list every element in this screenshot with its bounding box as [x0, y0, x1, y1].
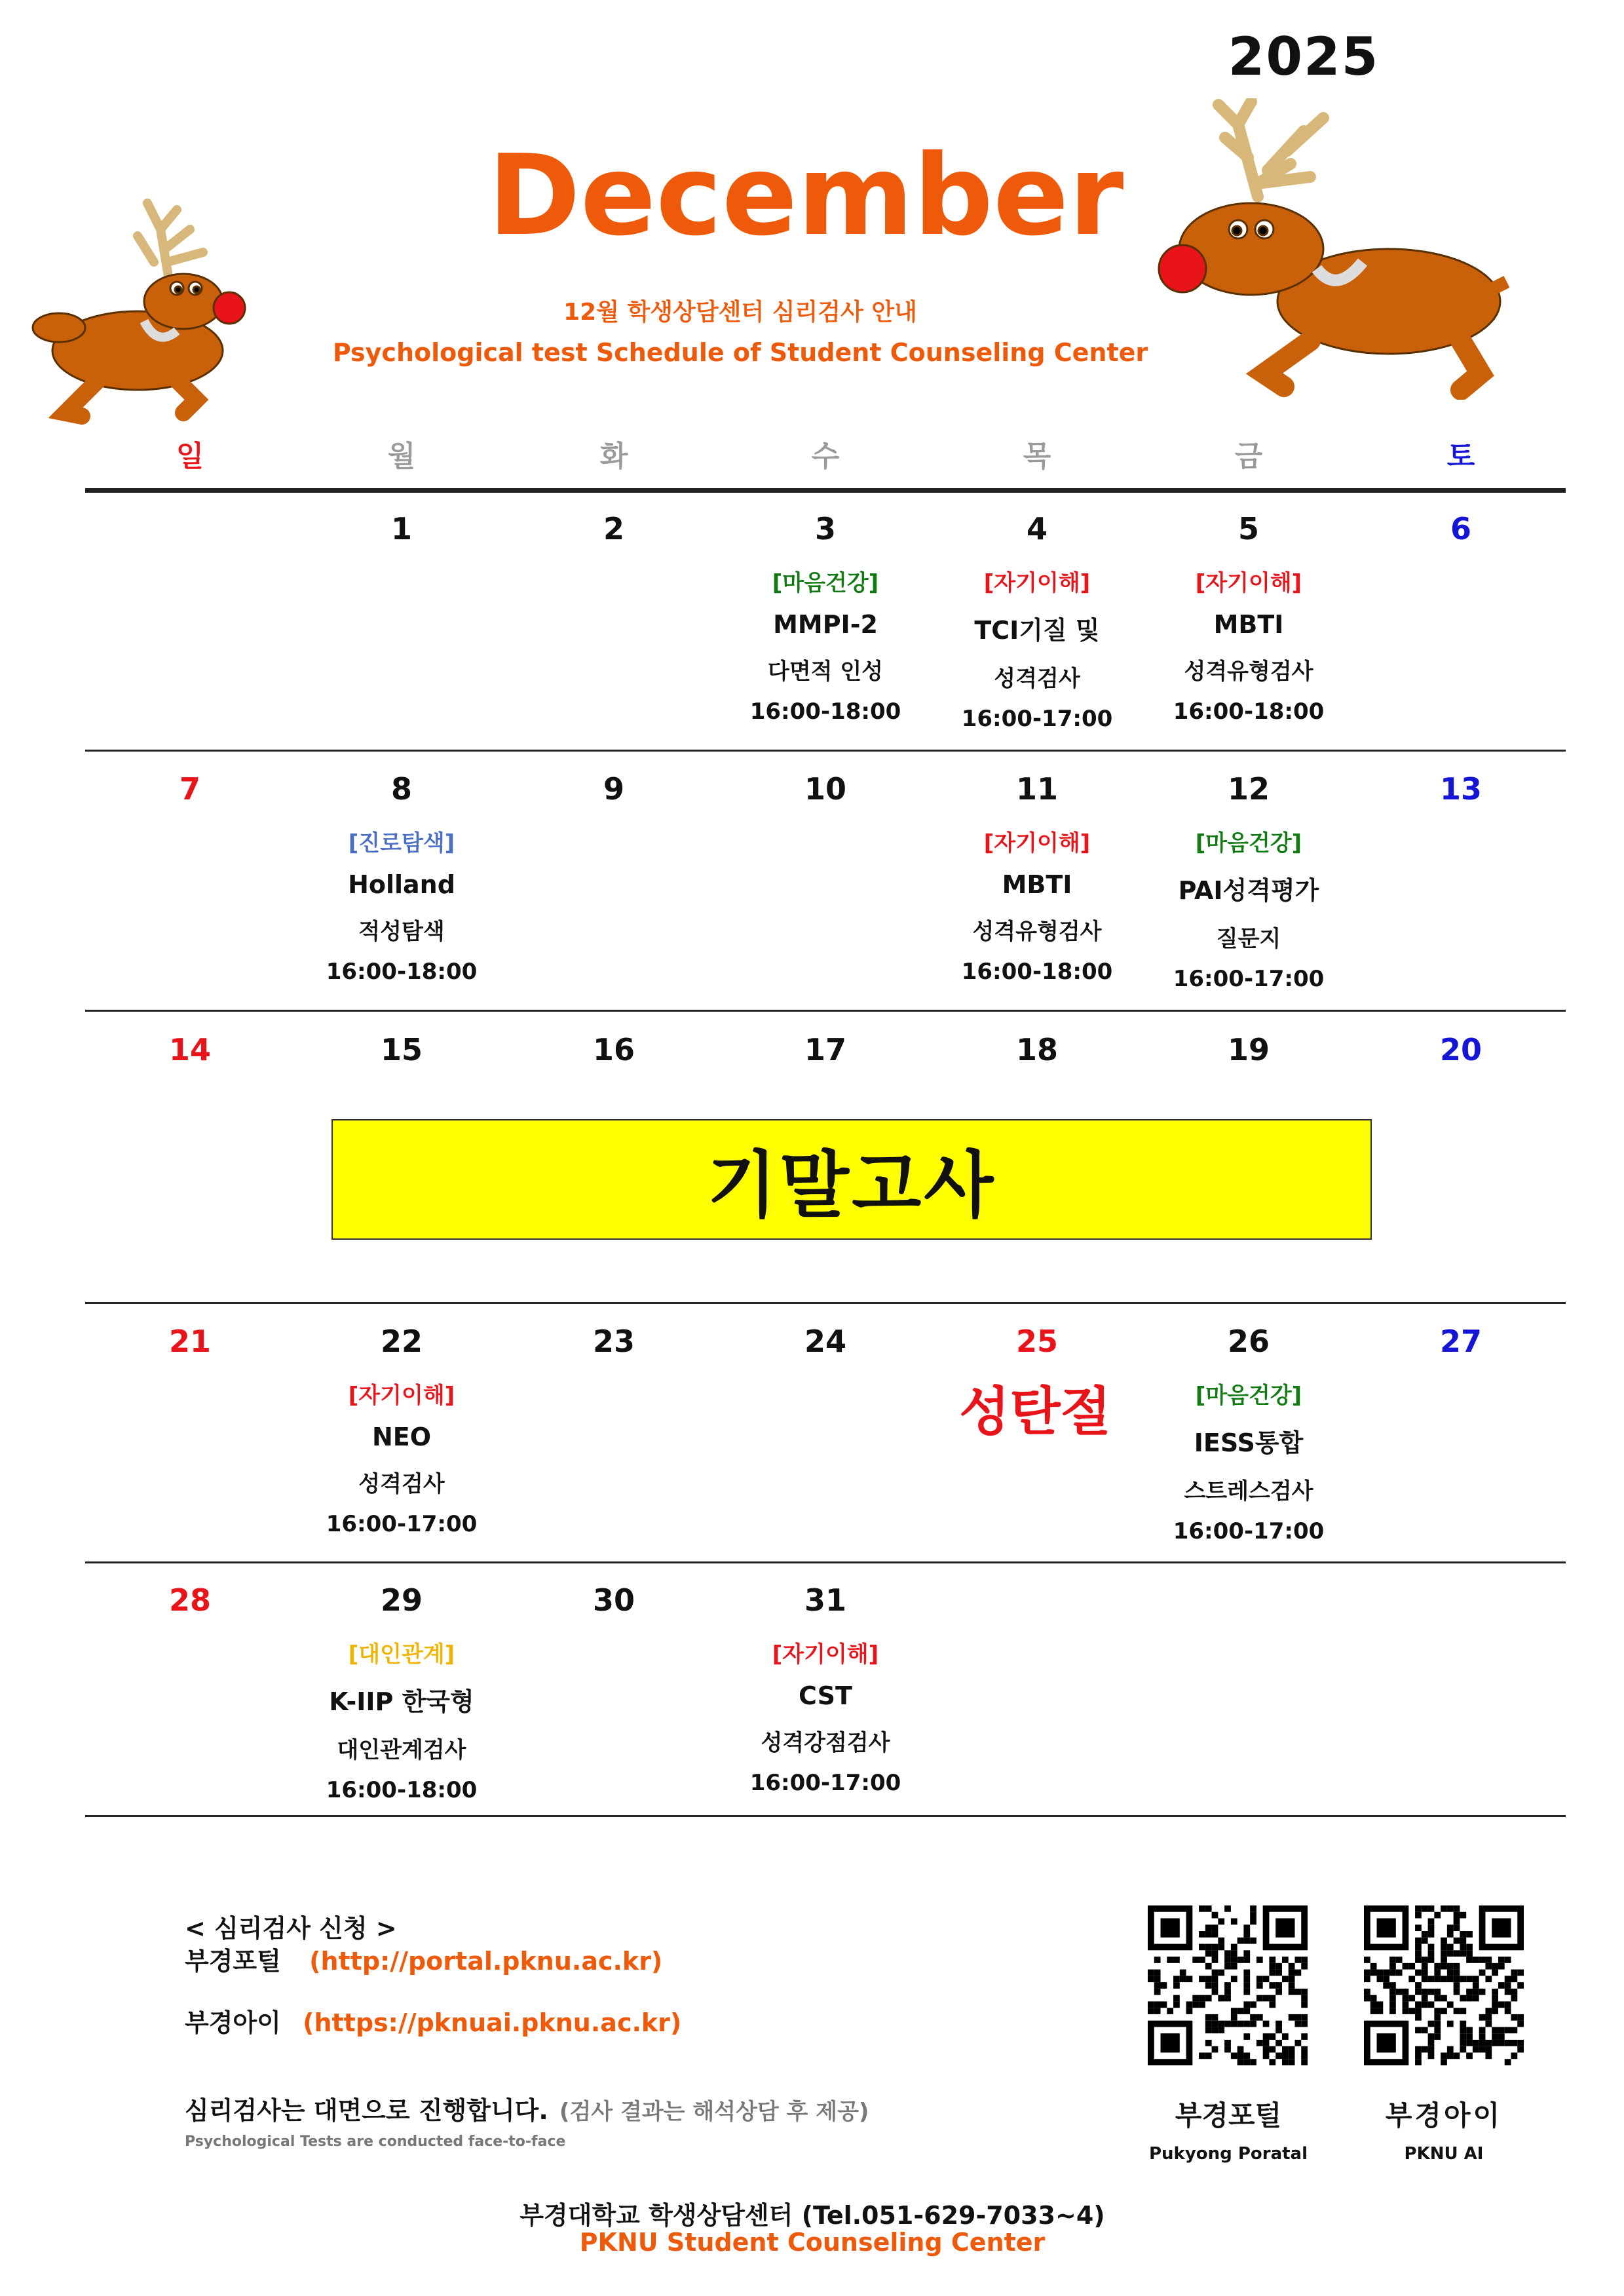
- event-subtitle: 성격검사: [358, 1471, 445, 1497]
- week-divider: [85, 750, 1566, 752]
- week-divider: [85, 1302, 1566, 1304]
- reindeer-left-illustration: [20, 190, 255, 432]
- subtitle-english: Psychological test Schedule of Student Counseling Center: [332, 338, 1148, 367]
- day-number: 3: [814, 511, 836, 546]
- final-exam-label: 기말고사: [707, 1143, 996, 1227]
- event-subtitle: 적성탐색: [358, 919, 445, 945]
- test-event: [297, 1377, 506, 1537]
- test-event: [1144, 565, 1353, 725]
- test-event: [297, 825, 506, 985]
- day-number: 14: [168, 1032, 211, 1067]
- event-time: 16:00-17:00: [1173, 966, 1325, 992]
- event-name: CST: [799, 1681, 852, 1710]
- test-event: [721, 565, 930, 725]
- event-time: 16:00-18:00: [749, 698, 901, 725]
- day-number: 7: [179, 771, 200, 807]
- event-name: PAI성격평가: [1178, 876, 1319, 905]
- event-time: 16:00-17:00: [326, 1511, 478, 1537]
- event-time: 16:00-18:00: [1173, 698, 1325, 725]
- apply-heading: < 심리검사 신청 >: [185, 1914, 397, 1943]
- event-name: Holland: [348, 870, 455, 899]
- qr1-korean-label: 부경포털: [1175, 2099, 1282, 2132]
- day-number: 2: [603, 511, 624, 546]
- day-number: 20: [1439, 1032, 1482, 1067]
- event-category: [자기이해]: [983, 830, 1091, 856]
- event-name: MMPI-2: [773, 610, 878, 639]
- qr2-korean-label: 부경아이: [1385, 2099, 1503, 2132]
- event-time: 16:00-18:00: [326, 959, 478, 985]
- event-category: [진로탐색]: [348, 830, 455, 856]
- weekday-sun: 일: [176, 440, 204, 473]
- day-number: 15: [380, 1032, 423, 1067]
- event-name: IESS통합: [1194, 1428, 1304, 1457]
- day-number: 28: [168, 1582, 211, 1618]
- notice-text: 심리검사는 대면으로 진행합니다.: [185, 2096, 548, 2125]
- day-number: 4: [1026, 511, 1048, 546]
- event-subtitle: 다면적 인성: [767, 659, 884, 685]
- day-number: 10: [804, 771, 846, 807]
- event-subtitle: 성격유형검사: [972, 919, 1102, 945]
- ai-qr-code-icon[interactable]: [1364, 1905, 1524, 2065]
- subtitle-korean: 12월 학생상담센터 심리검사 안내: [563, 299, 917, 326]
- test-event: [721, 1636, 930, 1796]
- weekday-tue: 화: [599, 440, 628, 473]
- day-number: 21: [168, 1324, 211, 1359]
- event-category: [마음건강]: [1195, 1383, 1302, 1409]
- event-category: [자기이해]: [348, 1383, 455, 1409]
- event-time: 16:00-18:00: [326, 1777, 478, 1803]
- event-name: MBTI: [1213, 610, 1284, 639]
- day-number: 26: [1227, 1324, 1270, 1359]
- day-number: 5: [1237, 511, 1259, 546]
- day-number: 27: [1439, 1324, 1482, 1359]
- event-time: 16:00-18:00: [961, 959, 1113, 985]
- test-event: [932, 565, 1142, 732]
- day-number: 17: [804, 1032, 846, 1067]
- reindeer-right-illustration: [1153, 98, 1520, 400]
- test-event: [1144, 1377, 1353, 1544]
- event-subtitle: 성격유형검사: [1184, 659, 1313, 685]
- event-name: TCI기질 및: [974, 616, 1100, 645]
- day-number: 9: [603, 771, 624, 807]
- event-name: K-IIP 한국형: [329, 1687, 474, 1716]
- event-subtitle: 성격강점검사: [761, 1730, 890, 1756]
- christmas-label: 성탄절: [959, 1381, 1111, 1442]
- event-category: [자기이해]: [772, 1641, 879, 1668]
- portal-qr-code-icon[interactable]: [1148, 1905, 1308, 2065]
- qr2-english-label: PKNU AI: [1404, 2144, 1484, 2164]
- event-subtitle: 스트레스검사: [1184, 1478, 1313, 1504]
- week-divider: [85, 1815, 1566, 1817]
- test-event: [297, 1636, 506, 1803]
- event-time: 16:00-17:00: [749, 1770, 901, 1796]
- day-number: 16: [592, 1032, 635, 1067]
- test-event: [932, 825, 1142, 985]
- event-time: 16:00-17:00: [1173, 1518, 1325, 1544]
- day-number: 8: [390, 771, 412, 807]
- weekday-sat: 토: [1446, 440, 1475, 473]
- event-time: 16:00-17:00: [961, 706, 1113, 732]
- day-number: 6: [1450, 511, 1471, 546]
- event-subtitle: 성격검사: [994, 666, 1080, 692]
- event-category: [자기이해]: [983, 570, 1091, 596]
- event-category: [마음건강]: [1195, 830, 1302, 856]
- ai-link[interactable]: (https://pknuai.pknu.ac.kr): [303, 2008, 682, 2037]
- weekday-fri: 금: [1234, 440, 1263, 473]
- day-number: 19: [1227, 1032, 1270, 1067]
- day-number: 24: [804, 1324, 846, 1359]
- final-exam-banner: [331, 1119, 1372, 1240]
- day-number: 13: [1439, 771, 1482, 807]
- day-number: 1: [390, 511, 412, 546]
- test-event: [1144, 825, 1353, 992]
- event-category: [마음건강]: [772, 570, 879, 596]
- day-number: 29: [380, 1582, 423, 1618]
- event-subtitle: 대인관계검사: [337, 1737, 466, 1763]
- center-english-name: PKNU Student Counseling Center: [579, 2228, 1046, 2257]
- day-number: 23: [592, 1324, 635, 1359]
- header-rule: [85, 488, 1566, 493]
- day-number: 22: [380, 1324, 423, 1359]
- day-number: 12: [1227, 771, 1270, 807]
- notice-paren: (검사 결과는 해석상담 후 제공): [559, 2099, 869, 2125]
- week-divider: [85, 1010, 1566, 1012]
- center-contact: 부경대학교 학생상담센터 (Tel.051-629-7033~4): [519, 2201, 1105, 2230]
- portal-link[interactable]: (http://portal.pknu.ac.kr): [309, 1947, 663, 1976]
- day-number: 31: [804, 1582, 846, 1618]
- month-title: December: [487, 131, 1124, 261]
- event-category: [자기이해]: [1195, 570, 1302, 596]
- day-number: 18: [1015, 1032, 1058, 1067]
- weekday-mon: 월: [387, 440, 416, 473]
- weekday-wed: 수: [811, 440, 840, 473]
- ai-label: 부경아이: [185, 2008, 281, 2037]
- week-divider: [85, 1561, 1566, 1563]
- weekday-thu: 목: [1023, 440, 1051, 473]
- qr1-english-label: Pukyong Poratal: [1148, 2144, 1308, 2164]
- event-category: [대인관계]: [348, 1641, 455, 1668]
- day-number: 11: [1015, 771, 1058, 807]
- day-number: 30: [592, 1582, 635, 1618]
- portal-label: 부경포털: [185, 1947, 281, 1976]
- notice-english: Psychological Tests are conducted face-to-face: [185, 2133, 566, 2150]
- year-label: 2025: [1228, 26, 1380, 87]
- day-number: 25: [1015, 1324, 1058, 1359]
- event-subtitle: 질문지: [1216, 926, 1281, 952]
- event-name: NEO: [371, 1423, 432, 1451]
- event-name: MBTI: [1002, 870, 1072, 899]
